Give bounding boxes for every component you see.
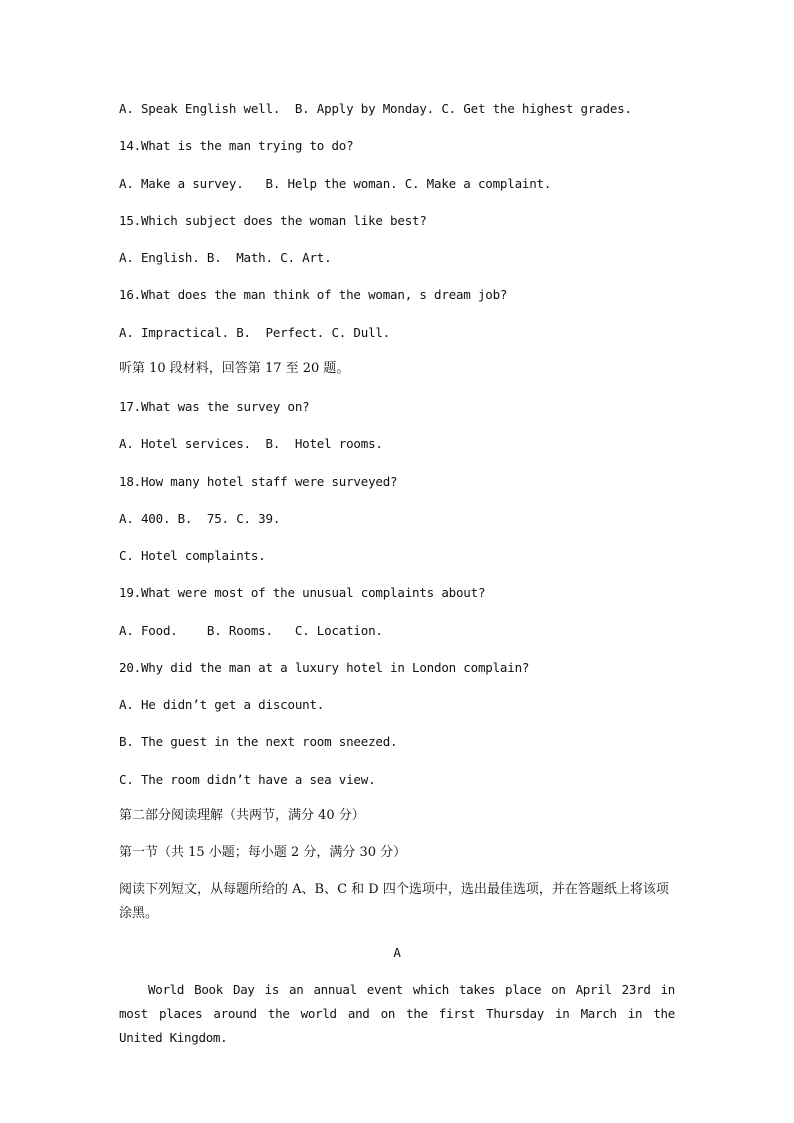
part-two-heading: 第二部分阅读理解（共两节，满分 40 分）	[119, 808, 365, 823]
q16-options: A. Impractical. B. Perfect. C. Dull.	[119, 325, 391, 340]
section-one-heading: 第一节（共 15 小题；每小题 2 分，满分 30 分）	[119, 845, 407, 860]
q20-option-a: A. He didn’t get a discount.	[119, 697, 325, 712]
q15-question: 15.Which subject does the woman like best?	[119, 213, 427, 228]
q14-options: A. Make a survey. B. Help the woman. C. Make a complaint.	[119, 176, 552, 191]
q18-options: A. 400. B. 75. C. 39.	[119, 511, 281, 526]
passage-text: World Book Day is an annual event which takes place on April 23rd in most places around the world and on the first Thursday in March in the United Kingdom.	[119, 982, 675, 1045]
q19-question: 19.What were most of the unusual complaints about?	[119, 585, 486, 600]
q14-question: 14.What is the man trying to do?	[119, 138, 354, 153]
q17-option-c: C. Hotel complaints.	[119, 548, 266, 563]
q20-option-c: C. The room didn’t have a sea view.	[119, 772, 376, 787]
q13-options: A. Speak English well. B. Apply by Monday. C. Get the highest grades.	[119, 101, 632, 116]
q19-options: A. Food. B. Rooms. C. Location.	[119, 623, 383, 638]
passage-letter: A	[393, 945, 401, 960]
reading-instruction: 阅读下列短文，从每题所给的 A、B、C 和 D 四个选项中，选出最佳选项，并在答题纸上将该项涂黑。	[119, 882, 669, 921]
q16-question: 16.What does the man think of the woman, s dream job?	[119, 287, 508, 302]
q17-question: 17.What was the survey on?	[119, 399, 310, 414]
q15-options: A. English. B. Math. C. Art.	[119, 250, 332, 265]
q17-options: A. Hotel services. B. Hotel rooms.	[119, 436, 383, 451]
section-instruction-10: 听第 10 段材料，回答第 17 至 20 题。	[119, 361, 350, 376]
q18-question: 18.How many hotel staff were surveyed?	[119, 474, 398, 489]
q20-option-b: B. The guest in the next room sneezed.	[119, 734, 398, 749]
q20-question: 20.Why did the man at a luxury hotel in London complain?	[119, 660, 530, 675]
